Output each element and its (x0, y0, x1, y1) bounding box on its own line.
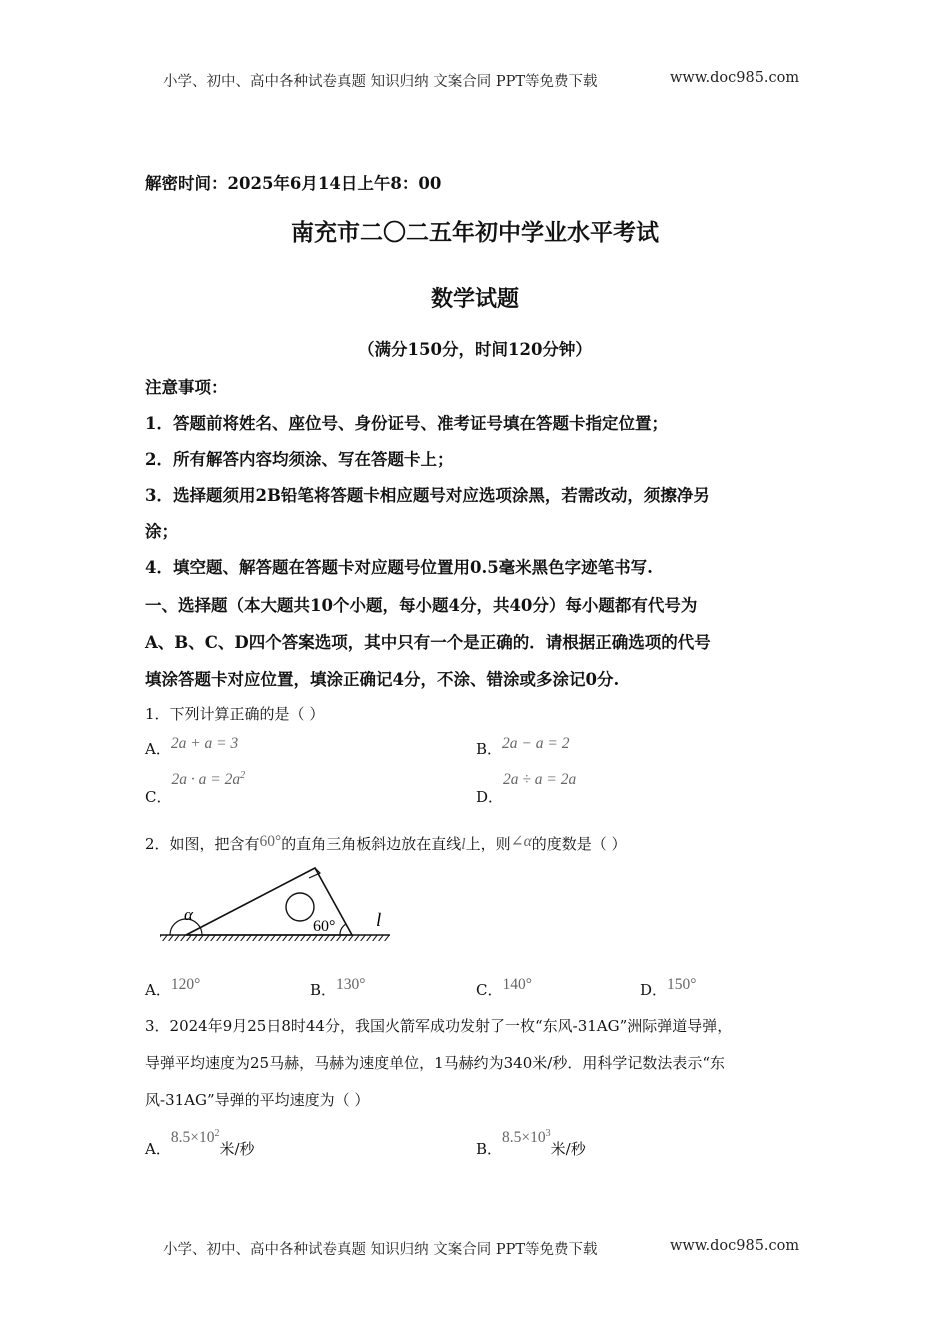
note-item: 涂； (145, 522, 178, 541)
ruler-hole (286, 893, 314, 921)
q2-figure (150, 862, 400, 952)
alpha-label: α (184, 905, 193, 924)
exam-title: 南充市二〇二五年初中学业水平考试 (291, 219, 659, 246)
section-instruction: 填涂答题卡对应位置，填涂正确记4分，不涂、错涂或多涂记0分. (145, 670, 620, 689)
footer-text: 小学、初中、高中各种试卷真题 知识归纳 文案合同 PPT等免费下载 (163, 1242, 598, 1258)
l-label: l (376, 910, 382, 931)
header-url[interactable]: www.doc985.com (670, 70, 800, 86)
question-2-stem: 2．如图，把含有60°的直角三角板斜边放在直线l上，则∠α的度数是（ ） (145, 833, 627, 853)
question-1-stem: 1．下列计算正确的是（ ） (145, 705, 325, 723)
footer-url[interactable]: www.doc985.com (670, 1238, 800, 1254)
q2-option-a: A．120° (145, 976, 201, 999)
q2-option-d: D．150° (640, 976, 697, 999)
section-heading: 一、选择题（本大题共10个小题，每小题4分，共40分）每小题都有代号为 (145, 596, 698, 615)
sixty-arc (340, 924, 346, 935)
decrypt-time: 解密时间：2025年6月14日上午8：00 (145, 174, 442, 193)
question-3-line: 3．2024年9月25日8时44分，我国火箭军成功发射了一枚“东风-31AG”洲际弹道导弹， (145, 1017, 733, 1035)
q3-option-a: A．$8.5\times 10^2$米/秒 (145, 1127, 255, 1158)
q1-option-d: D．2a ÷ a = 2a (476, 771, 577, 806)
q2-option-b: B．130° (310, 976, 366, 999)
sixty-label: 60° (313, 918, 336, 935)
q1-option-c: C．$2a \cdot a = 2a^2$ (145, 769, 246, 806)
question-3-line: 导弹平均速度为25马赫，马赫为速度单位，1马赫约为340米/秒．用科学记数法表示“东 (145, 1054, 725, 1072)
header-text: 小学、初中、高中各种试卷真题 知识归纳 文案合同 PPT等免费下载 (163, 74, 598, 90)
section-instruction: A、B、C、D四个答案选项，其中只有一个是正确的．请根据正确选项的代号 (145, 633, 711, 652)
q3-option-b: B．$8.5\times 10^3$米/秒 (476, 1127, 586, 1158)
note-item: 3．选择题须用2B铅笔将答题卡相应题号对应选项涂黑，若需改动，须擦净另 (145, 486, 710, 505)
note-item: 2．所有解答内容均须涂、写在答题卡上； (145, 450, 454, 469)
score-time: （满分150分，时间120分钟） (358, 340, 592, 359)
exam-subtitle: 数学试题 (430, 286, 519, 312)
q1-option-b: B．2a − a = 2 (476, 735, 570, 758)
q2-option-c: C．140° (476, 976, 532, 999)
note-item: 4．填空题、解答题在答题卡对应题号位置用0.5毫米黑色字迹笔书写. (145, 558, 653, 577)
ground-hatching (160, 935, 390, 941)
note-item: 1．答题前将姓名、座位号、身份证号、准考证号填在答题卡指定位置； (145, 414, 668, 433)
question-3-line: 风-31AG”导弹的平均速度为（ ） (145, 1091, 370, 1109)
notes-heading: 注意事项： (145, 378, 228, 397)
q1-option-a: A．2a + a = 3 (145, 735, 239, 758)
